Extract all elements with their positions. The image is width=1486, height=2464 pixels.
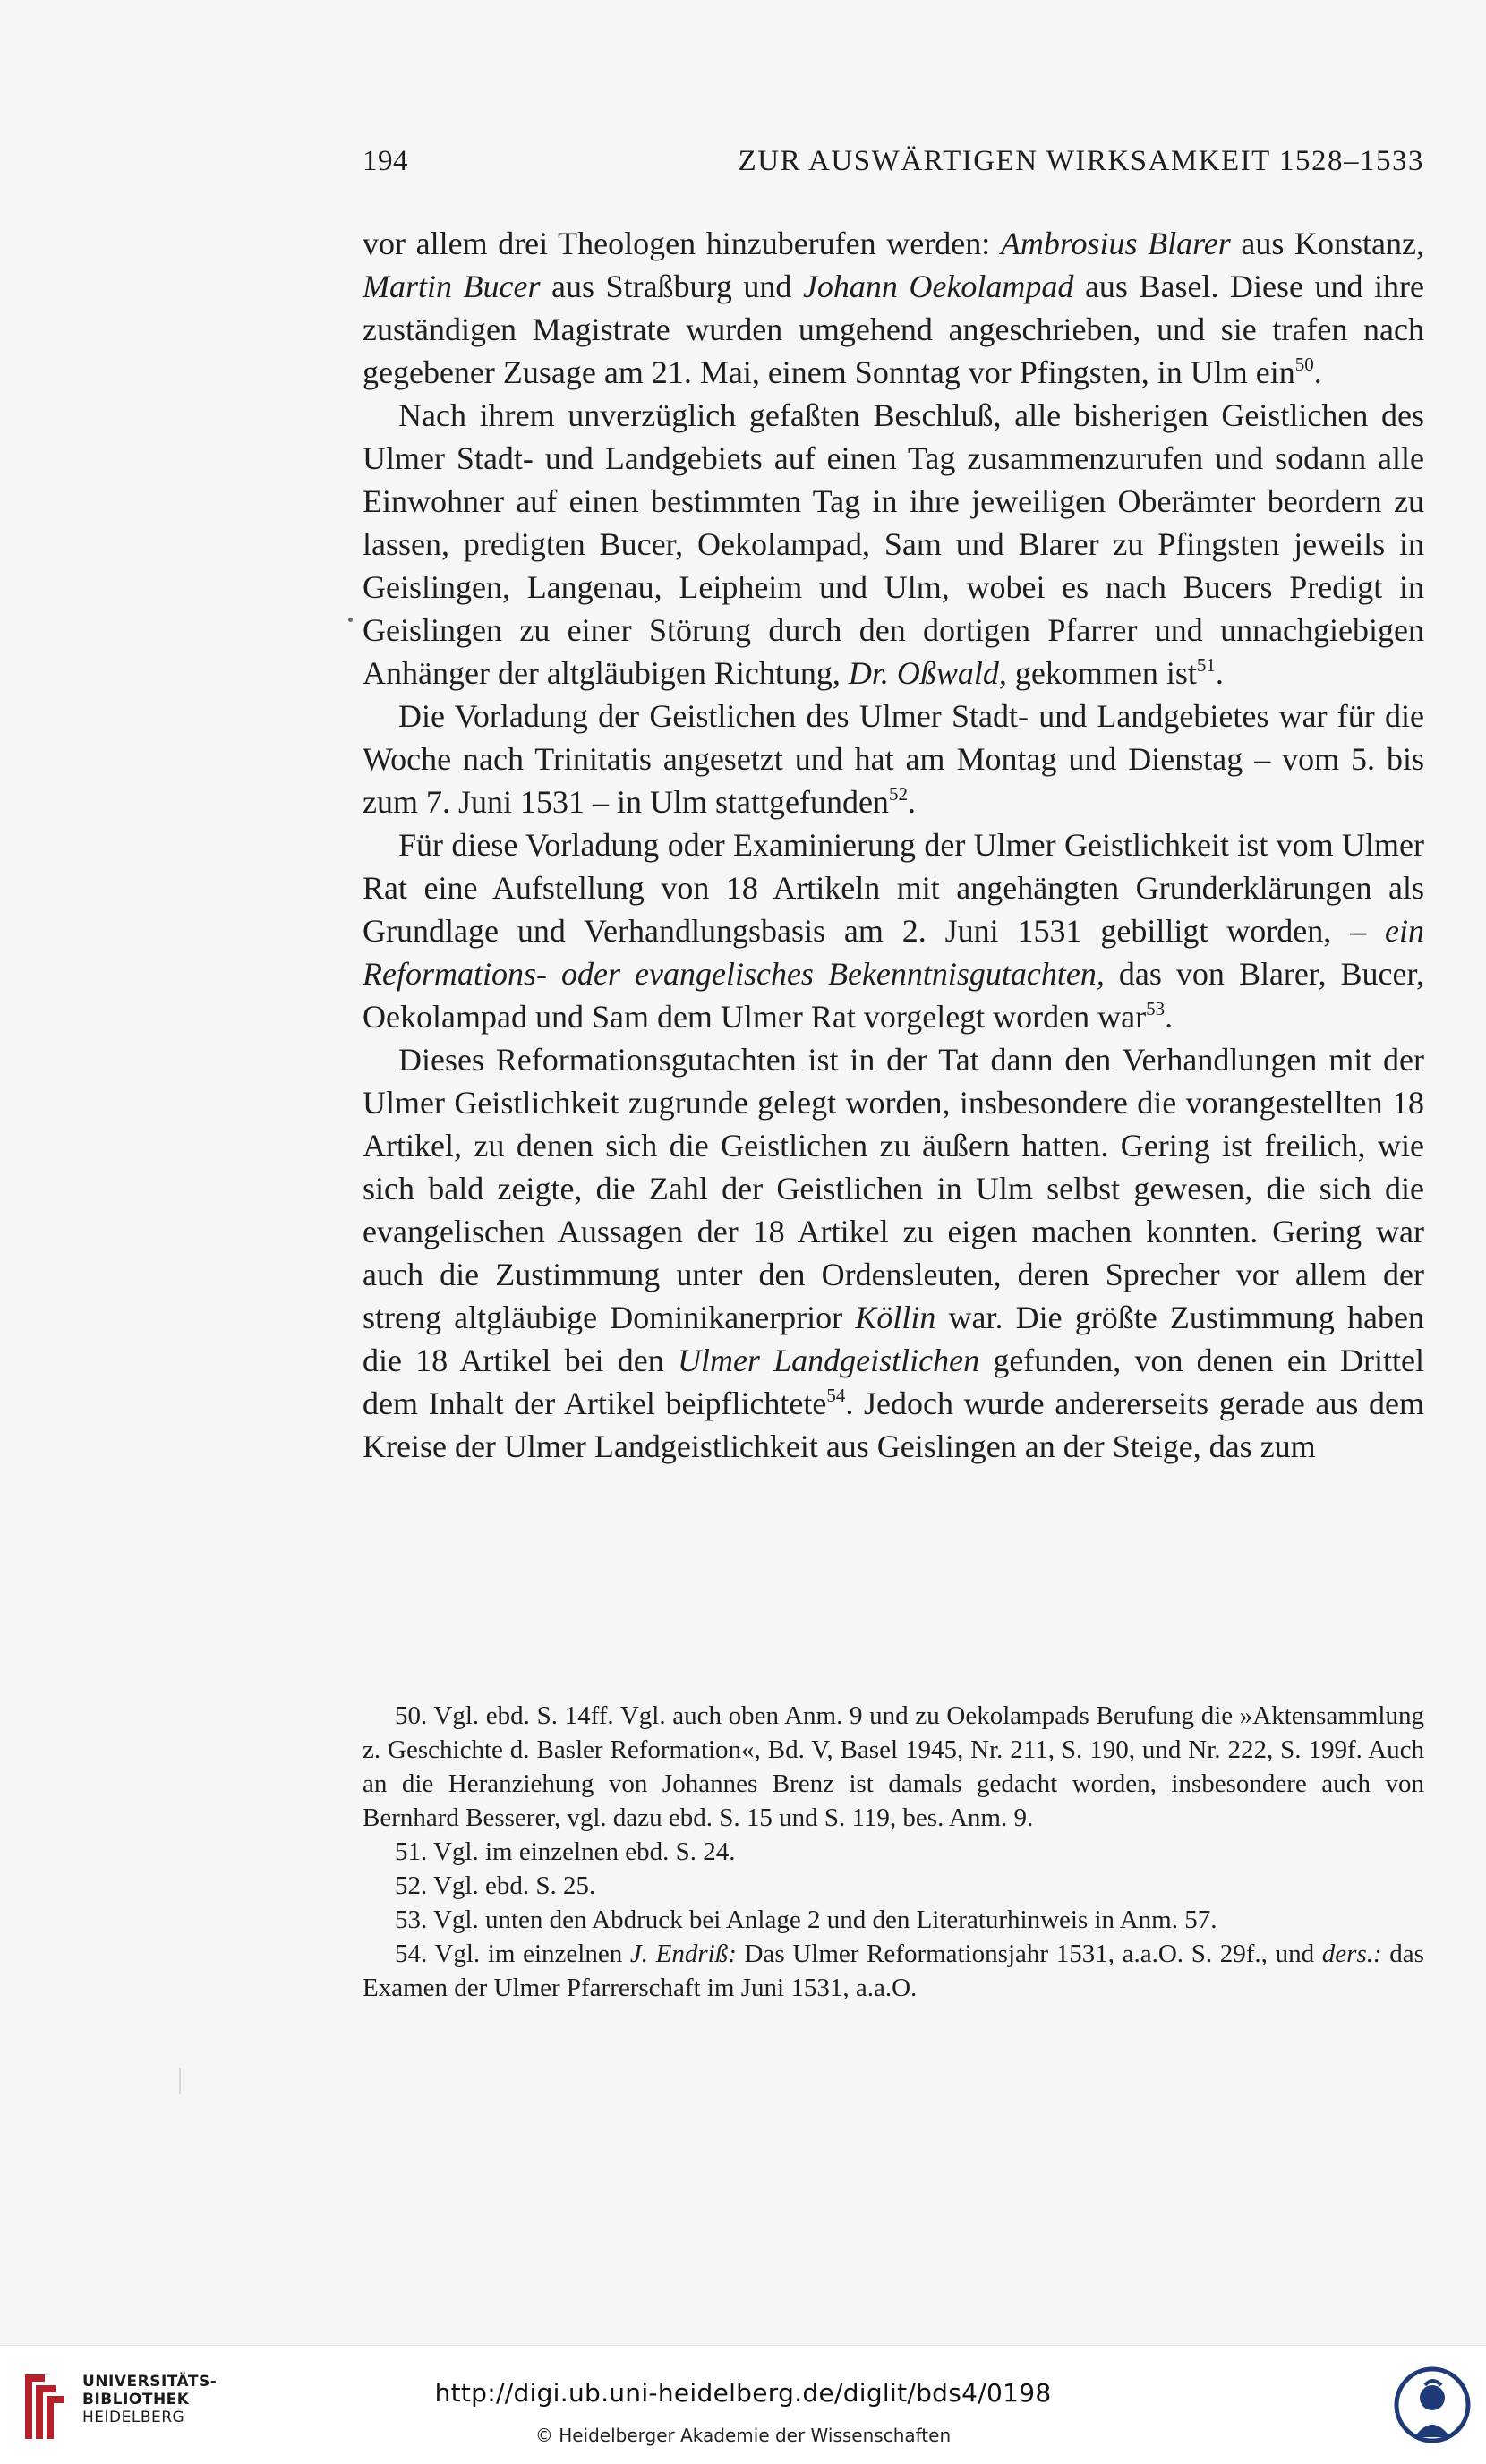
footnote-54: 54. Vgl. im einzelnen J. Endriß: Das Ulmer Reformationsjahr 1531, a.a.O. S. 29f., und ders.: das Examen der Ulmer Pfarrerschaft im Juni 1531, a.a.O.: [363, 1940, 1424, 2002]
footnote-53: 53. Vgl. unten den Abdruck bei Anlage 2 und den Literaturhinweis in Anm. 57.: [395, 1906, 1217, 1934]
library-name: UNIVERSITÄTS- BIBLIOTHEK HEIDELBERG: [82, 2373, 218, 2426]
paragraph-4: Für diese Vorladung oder Examinierung der Ulmer Geistlichkeit ist vom Ulmer Rat eine Aufstellung von 18 Artikeln mit angehängten Grunderklärungen als Grundlage und Verhandlungsbasis am 2. Juni 1531 gebilligt worden, – ein Reformations- oder evangelisches Bekenntnisgutachten, das von Blarer, Bucer, Oekolampad und Sam dem Ulmer Rat vorgelegt worden war$^{53}$.: [363, 827, 1424, 1035]
viewer-footer: [0, 2345, 1486, 2464]
page-number: 194: [363, 145, 408, 177]
footnotes: [363, 1699, 1424, 2005]
footnote-ref-52: 52: [888, 783, 908, 805]
body-text: [363, 222, 1424, 1468]
paragraph-1: vor allem drei Theologen hinzuberufen werden: Ambrosius Blarer aus Konstanz, Martin Bucer aus Straßburg und Johann Oekolampad aus Basel. Diese und ihre zuständigen Magistrate wurden umgehend angeschrieben, und sie trafen nach gegebener Zusage am 21. Mai, einem Sonntag vor Pfingsten, in Ulm ein$^{50}$.: [363, 226, 1424, 390]
footnote-52: 52. Vgl. ebd. S. 25.: [395, 1871, 596, 1900]
running-title: ZUR AUSWÄRTIGEN WIRKSAMKEIT 1528–1533: [738, 145, 1424, 177]
running-head: [363, 141, 1424, 181]
scan-gutter-mark: [179, 2068, 181, 2094]
paragraph-3: Die Vorladung der Geistlichen des Ulmer Stadt- und Landgebietes war für die Woche nach Trinitatis angesetzt und hat am Montag und Dienstag – vom 5. bis zum 7. Juni 1531 – in Ulm stattgefunden$^{52}$.: [363, 698, 1424, 820]
footnote-ref-53: 53: [1146, 998, 1166, 1019]
footnote-51: 51. Vgl. im einzelnen ebd. S. 24.: [395, 1837, 736, 1866]
margin-speck: [348, 618, 353, 622]
footnote-50: 50. Vgl. ebd. S. 14ff. Vgl. auch oben Anm. 9 und zu Oekolampads Berufung die »Aktensammlung z. Geschichte d. Basler Reformation«, Bd. V, Basel 1945, Nr. 211, S. 190, und Nr. 222, S. 199f. Auch an die Heranziehung von Johannes Brenz ist damals gedacht worden, insbesondere auch von Bernhard Besserer, vgl. dazu ebd. S. 15 und S. 119, bes. Anm. 9.: [363, 1701, 1424, 1832]
academy-seal-icon[interactable]: [1393, 2358, 1472, 2451]
copyright-notice: © Heidelberger Akademie der Wissenschaften: [534, 2425, 952, 2446]
paragraph-5: Dieses Reformationsgutachten ist in der Tat dann den Verhandlungen mit der Ulmer Geistlichkeit zugrunde gelegt worden, insbesondere die vorangestellten 18 Artikel, zu denen sich die Geistlichen zu äußern hatten. Gering ist freilich, wie sich bald zeigte, die Zahl der Geistlichen in Ulm selbst gewesen, die sich die evangelischen Aussagen der 18 Artikel zu eigen machen konnten. Gering war auch die Zustimmung unter den Ordensleuten, deren Sprecher vor allem der streng altgläubige Dominikanerprior Köllin war. Die größte Zustimmung haben die 18 Artikel bei den Ulmer Landgeistlichen gefunden, von denen ein Drittel dem Inhalt der Artikel beipflichtete$^{54}$. Jedoch wurde andererseits gerade aus dem Kreise der Ulmer Landgeistlichkeit aus Geislingen an der Steige, das zum: [363, 1042, 1424, 1464]
paragraph-2: Nach ihrem unverzüglich gefaßten Beschluß, alle bisherigen Geistlichen des Ulmer Stadt- und Landgebiets auf einen Tag zusammenzurufen und sodann alle Einwohner auf einen bestimmten Tag in ihre jeweiligen Oberämter beordern zu lassen, predigten Bucer, Oekolampad, Sam und Blarer zu Pfingsten jeweils in Geislingen, Langenau, Leipheim und Ulm, wobei es nach Bucers Predigt in Geislingen zu einer Störung durch den dortigen Pfarrer und unnachgiebigen Anhänger der altgläubigen Richtung, Dr. Oßwald, gekommen ist$^{51}$.: [363, 397, 1424, 691]
footnote-ref-51: 51: [1196, 654, 1216, 676]
permalink-url[interactable]: http://digi.ub.uni-heidelberg.de/diglit/bds4/0198: [434, 2378, 1052, 2408]
footnote-ref-54: 54: [826, 1385, 846, 1406]
footnote-ref-50: 50: [1294, 354, 1314, 375]
